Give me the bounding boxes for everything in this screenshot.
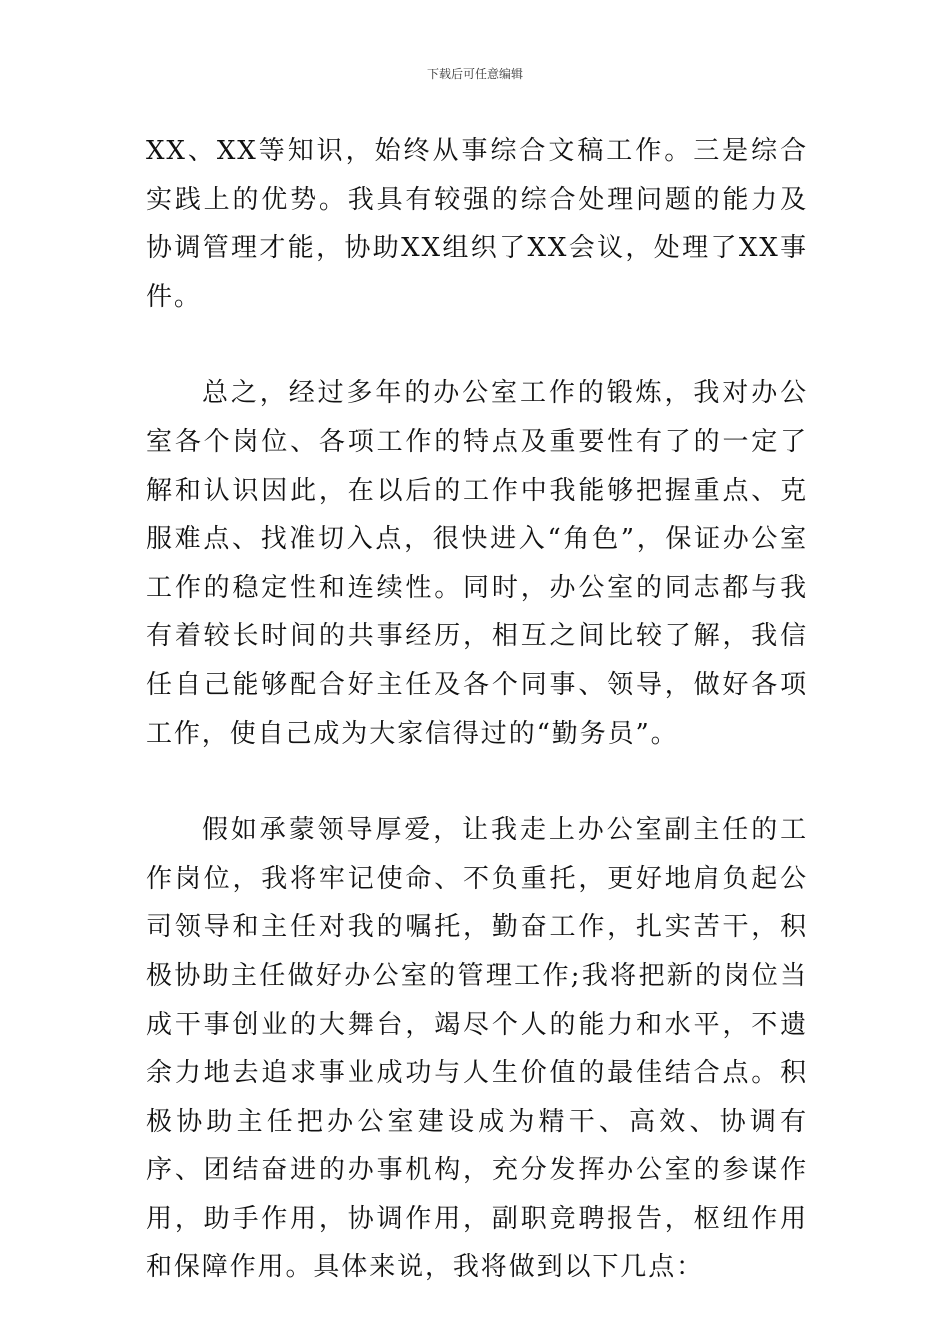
paragraph-continuation: XX、XX等知识，始终从事综合文稿工作。三是综合实践上的优势。我具有较强的综合处理问题的能力及协调管理才能，协助XX组织了XX会议，处理了XX事件。 — [146, 136, 808, 312]
paragraph-commitment: 假如承蒙领导厚爱，让我走上办公室副主任的工作岗位，我将牢记使命、不负重托，更好地肩负起公司领导和主任对我的嘱托，勤奋工作，扎实苦干，积极协助主任做好办公室的管理工作;我将把新的岗位当成干事创业的大舞台，竭尽个人的能力和水平，不遗余力地去追求事业成功与人生价值的最佳结合点。积极协助主任把办公室建设成为精干、高效、协调有序、团结奋进的办事机构，充分发挥办公室的参谋作用，助手作用，协调作用，副职竞聘报告，枢纽作用和保障作用。具体来说，我将做到以下几点： — [146, 815, 808, 1283]
page-header: 下载后可任意编辑 — [426, 67, 523, 81]
document-body — [146, 127, 808, 1292]
paragraph-summary: 总之，经过多年的办公室工作的锻炼，我对办公室各个岗位、各项工作的特点及重要性有了的一定了解和认识因此，在以后的工作中我能够把握重点、克服难点、找准切入点，很快进入“角色”，保证办公室工作的稳定性和连续性。同时，办公室的同志都与我有着较长时间的共事经历，相互之间比较了解，我信任自己能够配合好主任及各个同事、领导，做好各项工作，使自己成为大家信得过的“勤务员”。 — [146, 378, 808, 749]
